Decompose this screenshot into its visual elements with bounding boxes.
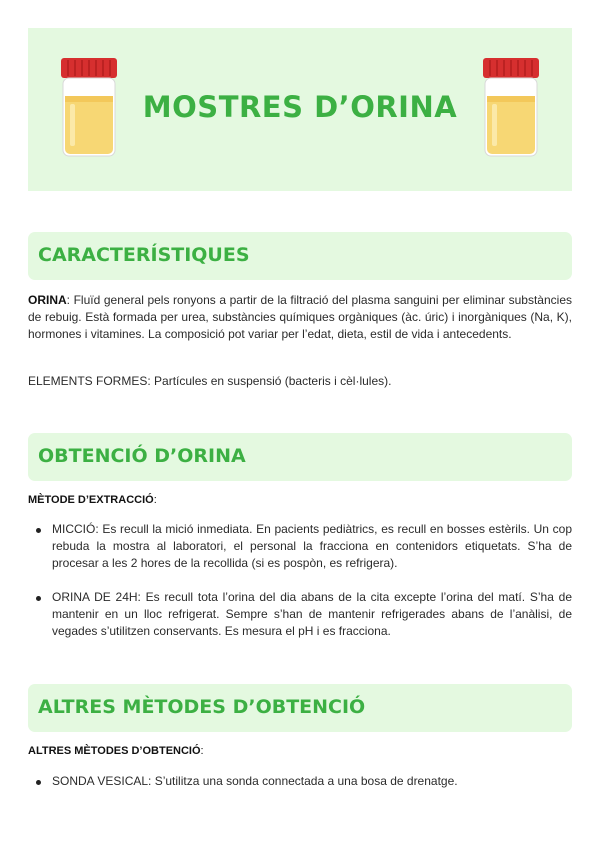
subhead-suffix: : — [200, 745, 204, 757]
elements-formes-text: ELEMENTS FORMES: Partícules en suspensió (bacteris i cèl·lules). — [28, 374, 392, 388]
subhead-altres-metodes — [28, 745, 204, 757]
subhead-text: MÈTODE D’EXTRACCIÓ — [28, 494, 154, 506]
bullet-dot — [36, 596, 41, 601]
list-item: SONDA VESICAL: S’utilitza una sonda connectada a una bosa de drenatge. — [52, 774, 458, 788]
section-header-caracteristiques — [28, 232, 572, 280]
section-title: OBTENCIÓ D’ORINA — [38, 445, 246, 467]
bullet-dot — [36, 528, 41, 533]
section-header-altres — [28, 684, 572, 732]
section-header-obtencio — [28, 433, 572, 481]
section-title: CARACTERÍSTIQUES — [38, 244, 250, 266]
header-banner — [28, 28, 572, 191]
page-title: MOSTRES D’ORINA — [142, 90, 458, 124]
bullet-dot — [36, 780, 41, 785]
subhead-suffix: : — [153, 494, 157, 506]
orina-term: ORINA — [28, 293, 67, 307]
list-item: ORINA DE 24H: Es recull tota l’orina del dia abans de la cita excepte l’orina del matí. S’ha de mantenir en un lloc refrigerat. Sempre s’han de mantenir refrigerades abans de l’anàlisi, de vegades s’utilitzen conservants. Es mesura el pH i es fracciona. — [52, 590, 572, 638]
subhead-metode-extraccio — [28, 494, 157, 506]
orina-text: : Fluïd general pels ronyons a partir de la filtració del plasma sanguini per eliminar substàncies de rebuig. Està formada per urea, substàncies químiques orgàniques (àc. úric) i inorgàniques (Na, K), hormones i vitamines. La composició pot variar per l’edat, dieta, estil de vida i antecedents. — [28, 293, 572, 341]
subhead-text: ALTRES MÈTODES D’OBTENCIÓ — [28, 745, 201, 757]
section-title: ALTRES MÈTODES D’OBTENCIÓ — [38, 696, 366, 718]
orina-definition — [28, 292, 572, 343]
list-item: MICCIÓ: Es recull la mició inmediata. En pacients pediàtrics, es recull en bosses estèrils. Un cop rebuda la mostra al laboratori, el personal la fracciona en contenidors etiquetats. S’ha de procesar a les 2 hores de la recollida (si es pospòn, es refrigera). — [52, 522, 572, 570]
